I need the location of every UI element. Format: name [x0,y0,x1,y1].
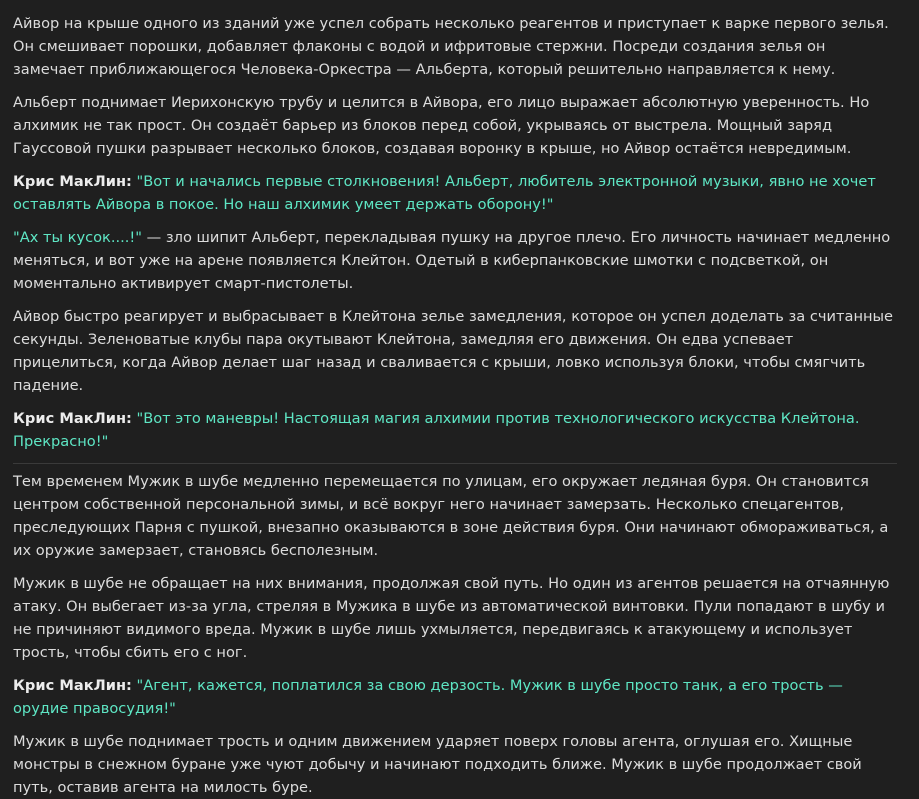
speech-paragraph [13,674,897,720]
section-divider [13,463,897,464]
speaker-name: Крис МакЛин: [13,677,132,694]
mixed-paragraph [13,226,897,295]
speaker-name: Крис МакЛин: [13,410,132,427]
speaker-name: Крис МакЛин: [13,173,132,190]
speech-quote: "Вот и начались первые столкновения! Альберт, любитель электронной музыки, явно не хочет оставлять Айвора в покое. Но наш алхимик умеет держать оборону!" [13,173,876,213]
narration-paragraph: Айвор быстро реагирует и выбрасывает в Клейтона зелье замедления, которое он успел доделать за считанные секунды. Зеленоватые клубы пара окутывают Клейтона, замедляя его движения. Он едва успевает прицелиться, когда Айвор делает шаг назад и сваливается с крыши, ловко используя блоки, чтобы смягчить падение. [13,308,894,394]
speech-quote: "Агент, кажется, поплатился за свою дерзость. Мужик в шубе просто танк, а его трость — орудие правосудия!" [13,677,843,717]
narration-paragraph: Тем временем Мужик в шубе медленно перемещается по улицам, его окружает ледяная буря. Он становится центром собственной персональной зимы, и всё вокруг него начинает замерзать. Несколько спецагентов, преследующих Парня с пушкой, внезапно оказываются в зоне действия буря. Они начинают обмораживаться, а их оружие замерзает, становясь бесполезным. [13,473,889,559]
narration-paragraph: Мужик в шубе не обращает на них внимания, продолжая свой путь. Но один из агентов решается на отчаянную атаку. Он выбегает из-за угла, стреляя в Мужика в шубе из автоматической винтовки. Пули попадают в шубу и не причиняют видимого вреда. Мужик в шубе лишь ухмыляется, передвигаясь к атакующему и использует трость, чтобы сбить его с ног. [13,575,890,661]
narration-text: — зло шипит Альберт, перекладывая пушку на другое плечо. Его личность начинает медленно меняться, и вот уже на арене появляется Клейтон. Одетый в киберпанковские шмотки с подсветкой, он моментально активирует смарт-пистолеты. [13,229,891,292]
speech-quote: "Вот это маневры! Настоящая магия алхимии против технологического искусства Клейтона. Прекрасно!" [13,410,860,450]
speech-quote: "Ах ты кусок....!" [13,229,142,246]
speech-paragraph [13,407,897,453]
speech-paragraph [13,170,897,216]
narration-paragraph: Мужик в шубе поднимает трость и одним движением ударяет поверх головы агента, оглушая его. Хищные монстры в снежном буране уже чуют добычу и начинают подходить ближе. Мужик в шубе продолжает свой путь, оставив агента на милость буре. [13,733,862,796]
narration-paragraph: Айвор на крыше одного из зданий уже успел собрать несколько реагентов и приступает к варке первого зелья. Он смешивает порошки, добавляет флаконы с водой и ифритовые стержни. Посреди создания зелья он замечает приближающегося Человека-Оркестра — Альберта, который решительно направляется к нему. [13,15,889,78]
narration-paragraph: Альберт поднимает Иерихонскую трубу и целится в Айвора, его лицо выражает абсолютную уверенность. Но алхимик не так прост. Он создаёт барьер из блоков перед собой, укрываясь от выстрела. Мощный заряд Гауссовой пушки разрывает несколько блоков, создавая воронку в крыше, но Айвор остаётся невредимым. [13,94,870,157]
